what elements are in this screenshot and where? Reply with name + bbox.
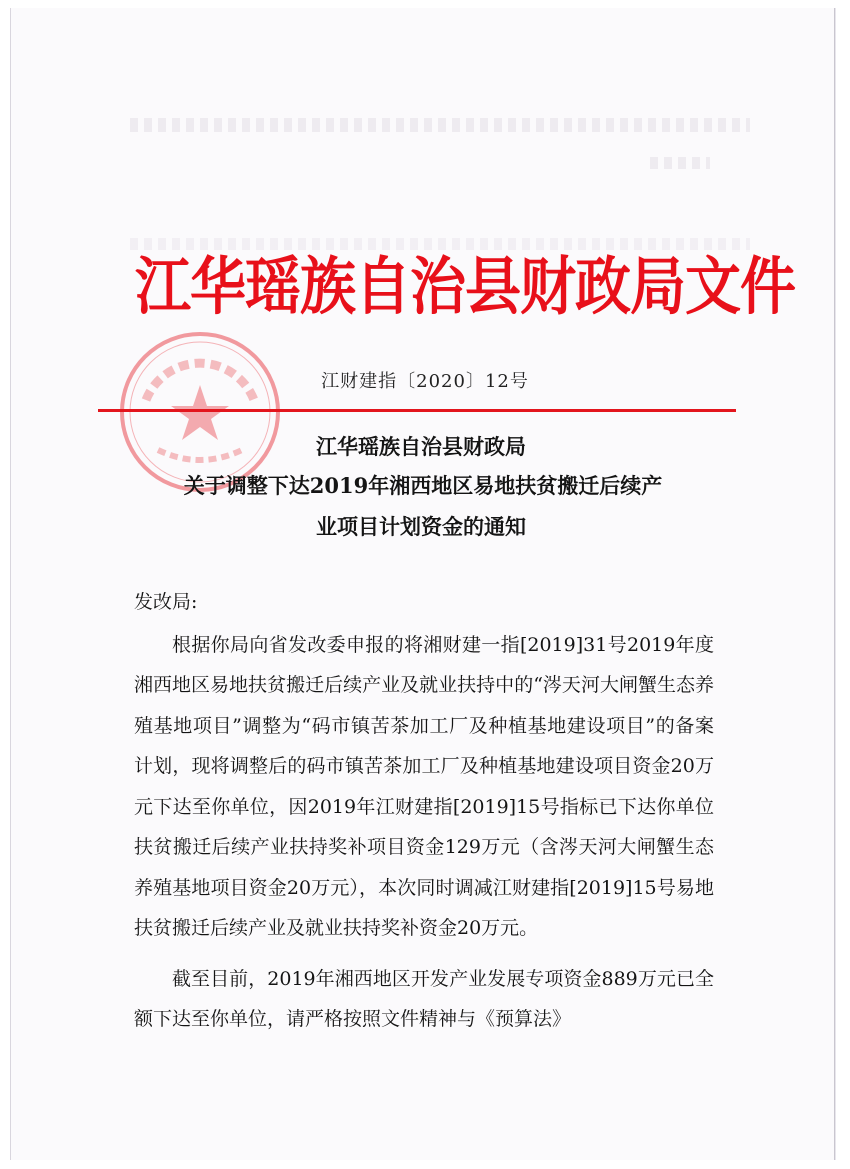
document-title: 江华瑶族自治县财政局文件 [135,251,795,324]
bleed-through-text [130,118,750,132]
notice-heading-line-1: 江华瑶族自治县财政局 [316,434,526,459]
bleed-through-text [650,157,710,169]
notice-heading-line-2: 关于调整下达2019年湘西地区易地扶贫搬迁后续产 [183,473,663,498]
document-body [134,582,714,1040]
document-number: 江财建指〔2020〕12号 [321,371,529,392]
body-paragraph: 截至目前，2019年湘西地区开发产业发展专项资金889万元已全额下达至你单位，请严格按照文件精神与《预算法》 [134,967,714,1030]
red-divider-line [98,409,736,412]
body-paragraph: 根据你局向省发改委申报的将湘财建一指[2019]31号2019年度湘西地区易地扶贫搬迁后续产业及就业扶持中的“涔天河大闸蟹生态养殖基地项目”调整为“码市镇苦茶加工厂及种植基地建设项目”的备案计划，现将调整后的码市镇苦茶加工厂及种植基地建设项目资金20万元下达至你单位，因2019年江财建指[2019]15号指标已下达你单位扶贫搬迁后续产业扶持奖补项目资金129万元（含涔天河大闸蟹生态养殖基地项目资金20万元），本次同时调减江财建指[2019]15号易地扶贫搬迁后续产业及就业扶持奖补资金20万元。 [134,633,714,939]
salutation: 发改局: [134,591,198,613]
notice-heading-line-3: 业项目计划资金的通知 [316,514,526,539]
